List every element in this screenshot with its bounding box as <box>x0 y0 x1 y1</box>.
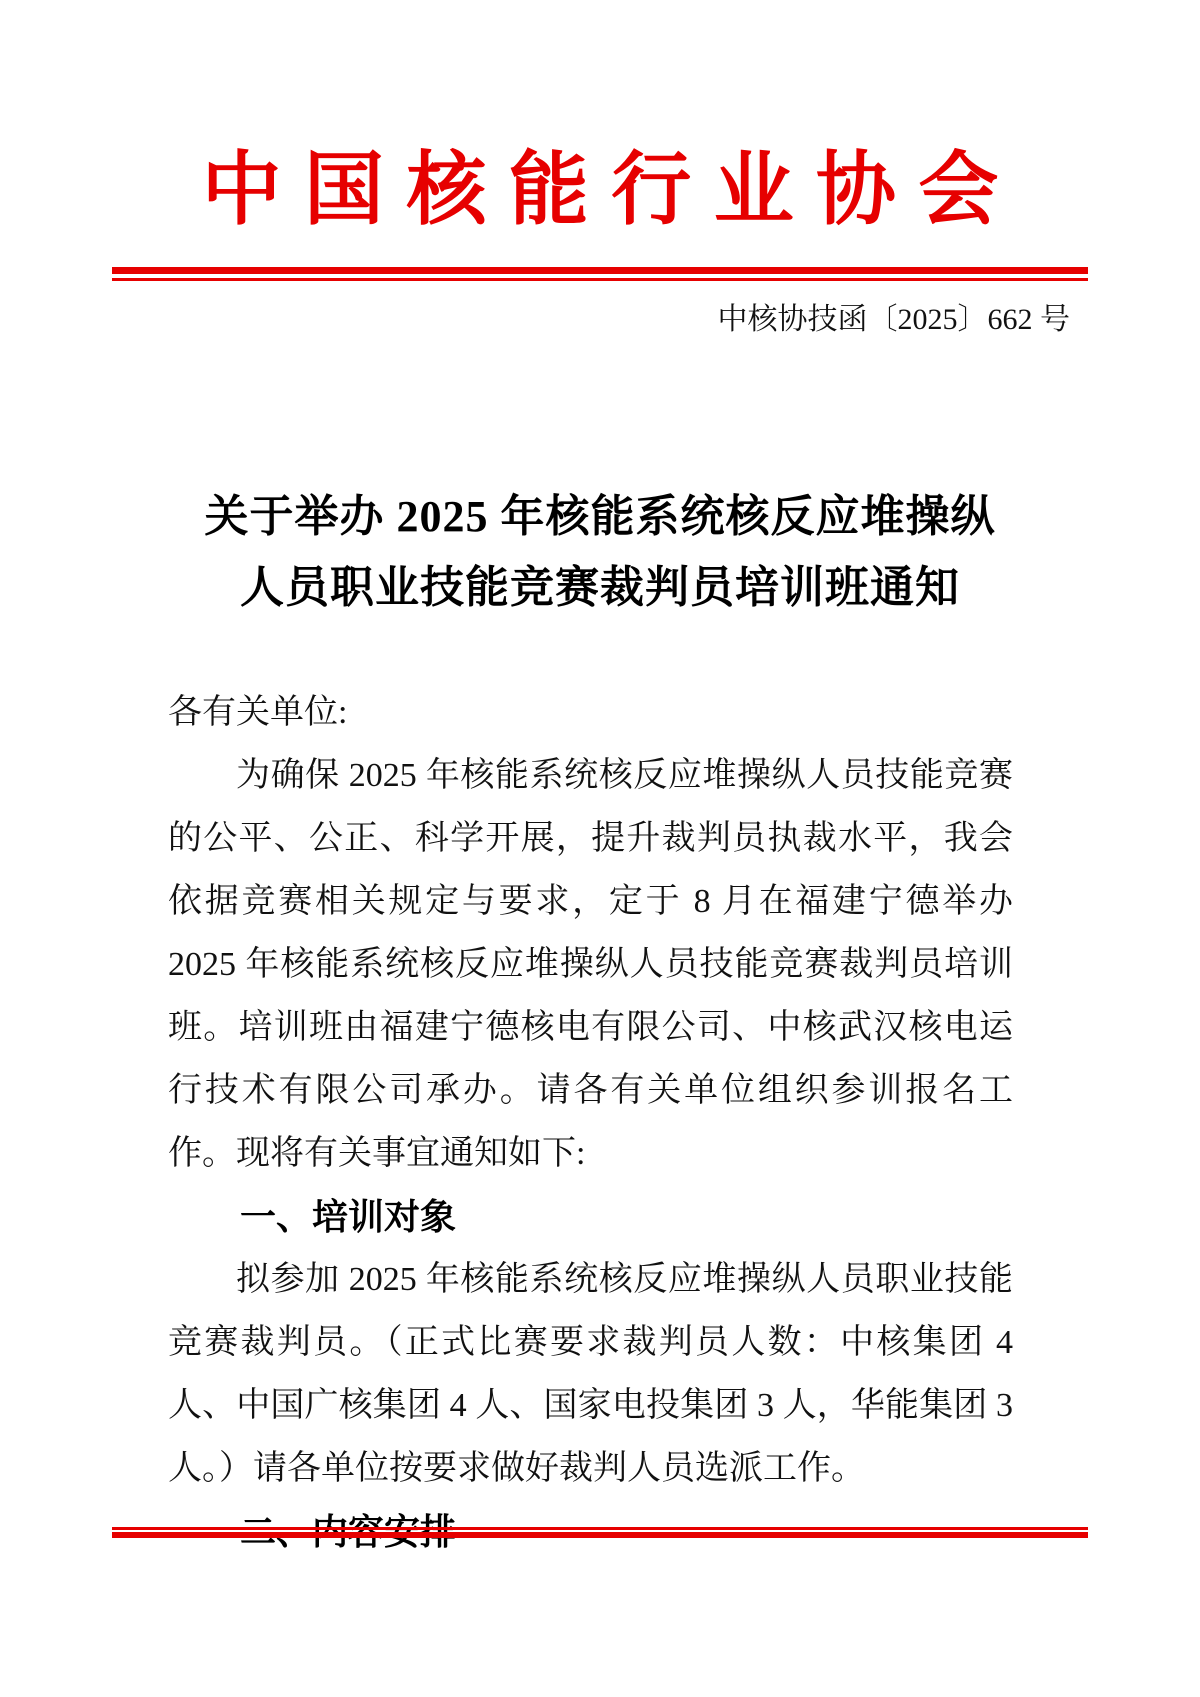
document-title-line-2: 人员职业技能竞赛裁判员培训班通知 <box>240 563 960 612</box>
header-separator-thick-line <box>112 267 1088 274</box>
document-reference-number: 中核协技函〔2025〕662 号 <box>717 303 1070 336</box>
footer-separator-thick-line <box>112 1532 1088 1538</box>
letterhead-org-name: 中国核能行业协会 <box>201 147 1021 235</box>
document-title <box>100 481 1100 623</box>
document-title-line-1: 关于举办 2025 年核能系统核反应堆操纵 <box>204 492 996 541</box>
intro-paragraph: 为确保 2025 年核能系统核反应堆操纵人员技能竞赛的公平、公正、科学开展，提升裁判员执裁水平，我会依据竞赛相关规定与要求，定于 8 月在福建宁德举办 2025 年核能系统核反应堆操纵人员技能竞赛裁判员培训班。培训班由福建宁德核电有限公司、中核武汉核电运行技术有限公司承办。请各有关单位组织参训报名工作。现将有关事宜通知如下: <box>168 757 1013 1172</box>
section-heading-training-targets: 一、培训对象 <box>240 1196 457 1237</box>
document-body <box>168 681 1013 1563</box>
section-paragraph-training-targets: 拟参加 2025 年核能系统核反应堆操纵人员职业技能竞赛裁判员。（正式比赛要求裁判员人数：中核集团 4 人、中国广核集团 4 人、国家电投集团 3 人，华能集团 3 人。）请各单位按要求做好裁判人员选派工作。 <box>168 1261 1013 1487</box>
salutation: 各有关单位: <box>168 694 348 731</box>
header-separator-thin-line <box>112 278 1088 281</box>
footer-separator <box>112 1527 1088 1538</box>
footer-separator-thin-line <box>112 1527 1088 1530</box>
header-separator <box>112 267 1088 281</box>
